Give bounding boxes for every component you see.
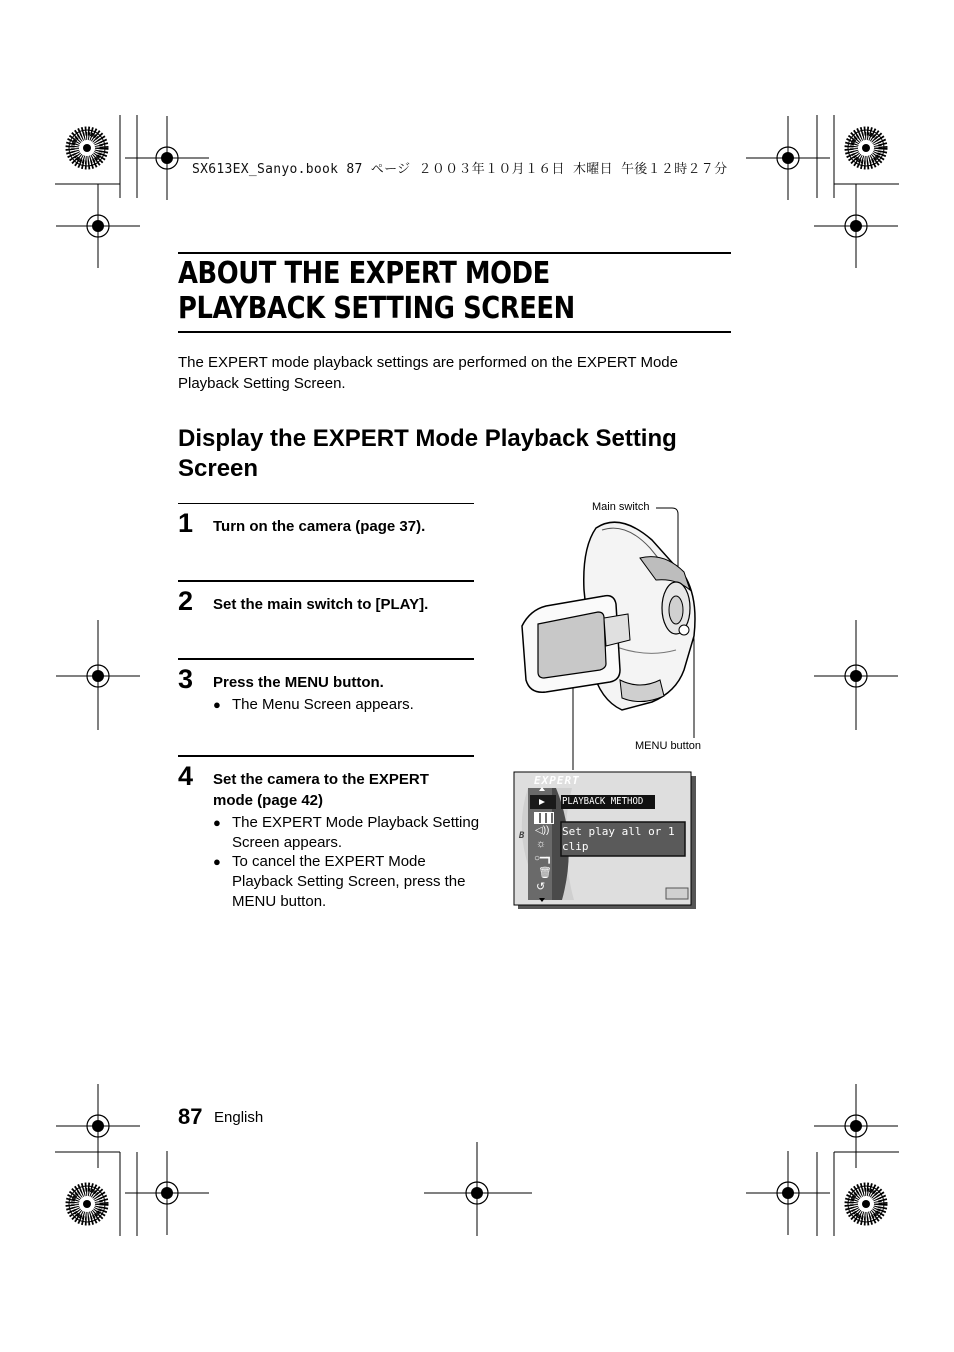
- callout-main-switch: Main switch: [592, 501, 650, 513]
- section-heading: Display the EXPERT Mode Playback Setting Screen: [178, 425, 677, 482]
- step-3-number: 3: [178, 664, 194, 694]
- step-1-number: 1: [178, 508, 194, 538]
- selected-menu-item: PLAYBACK METHOD: [562, 796, 644, 807]
- bullet-dot: ●: [213, 815, 221, 830]
- bullet-dot: ●: [213, 697, 221, 712]
- step-1-text: Turn on the camera (page 37).: [213, 518, 426, 535]
- print-header-line: SX613EX_Sanyo.book 87 ページ ２００３年１０月１６日 木曜日 午後１２時２７分: [192, 162, 728, 177]
- side-letter: B: [519, 831, 525, 841]
- key-icon: ○━┓: [534, 853, 553, 864]
- brightness-icon: ☼: [536, 838, 547, 850]
- bullet-text: The EXPERT Mode Playback Setting Screen appears.: [232, 814, 480, 851]
- step-3-text: Press the MENU button.: [213, 674, 384, 691]
- bullet-dot: ●: [213, 854, 221, 869]
- step-2-number: 2: [178, 586, 194, 616]
- menu-description-line-2: clip: [562, 840, 589, 853]
- trash-icon: 🗑: [538, 867, 552, 879]
- thumbnail-grid-icon: [534, 812, 554, 824]
- step-4-text: Set the camera to the EXPERT mode (page 42): [213, 771, 429, 809]
- bullet-text: To cancel the EXPERT Mode Playback Setting Screen, press the MENU button.: [232, 853, 466, 910]
- step-2-text: Set the main switch to [PLAY].: [213, 596, 429, 613]
- page-title: ABOUT THE EXPERT MODE PLAYBACK SETTING SCREEN: [178, 256, 575, 326]
- step-4-number: 4: [178, 761, 194, 791]
- callout-menu-button: MENU button: [635, 740, 702, 752]
- speaker-icon: ◁)): [535, 825, 550, 836]
- bullet-text: The Menu Screen appears.: [232, 696, 414, 713]
- expert-lcd-screen: [514, 772, 694, 906]
- language-label: English: [214, 1109, 264, 1126]
- expert-mode-logo: EXPERT: [534, 774, 580, 787]
- intro-paragraph: The EXPERT mode playback settings are performed on the EXPERT Mode Playback Setting Screen.: [178, 354, 678, 392]
- page-number: 87: [178, 1104, 203, 1129]
- rotate-icon: ↺: [536, 881, 546, 893]
- menu-description-line-1: Set play all or 1: [562, 825, 675, 838]
